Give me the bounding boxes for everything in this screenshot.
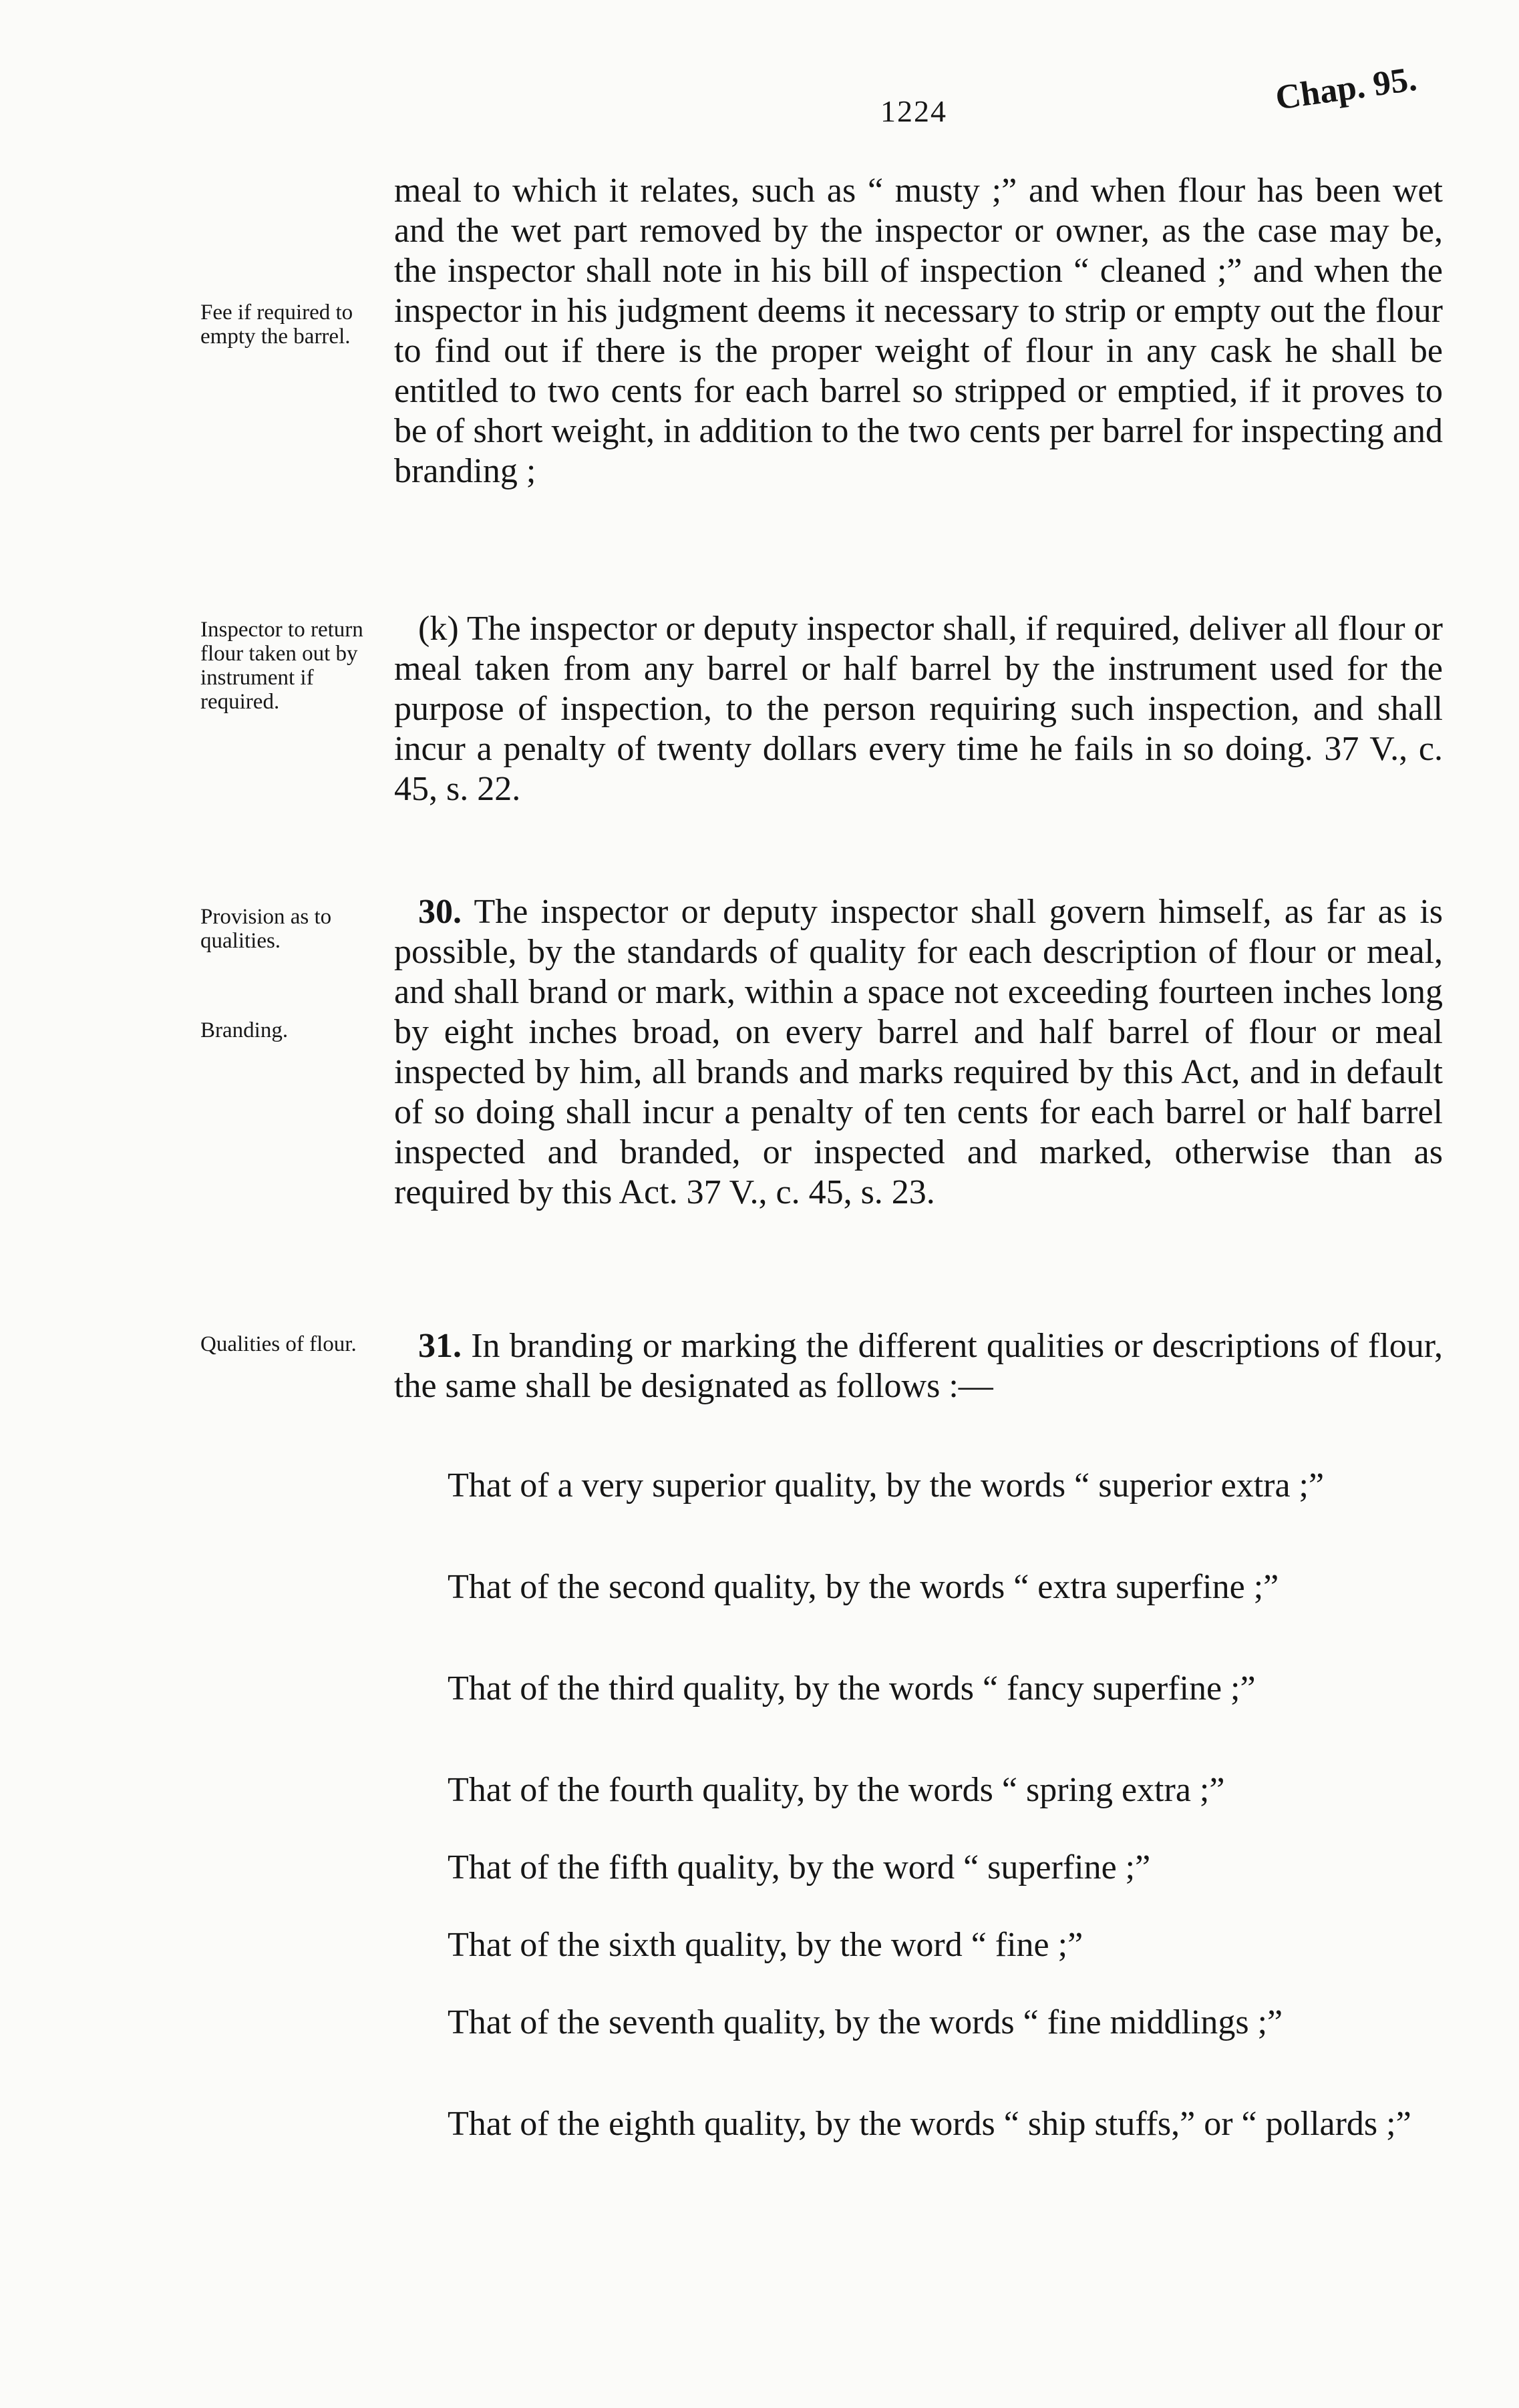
quality-item: That of the second quality, by the words “ extra superfine ;” [448,1568,1279,1606]
section-30 [394,892,1443,1213]
fee-paragraph-text: meal to which it relates, such as “ musty ;” and when flour has been wet and the wet part removed by the inspector or owner, as the case may be, the inspector shall note in his bill of inspection “ cleaned ;” and when the inspector in his judgment deems it necessary to strip or empty out the flour to find out if there is the proper weight of flour in any cask he shall be entitled to two cents for each barrel so stripped or emptied, if it proves to be of short weight, in addition to the two cents per barrel for inspecting and branding ; [394,172,1443,490]
quality-item: That of the third quality, by the words “ fancy superfine ;” [448,1669,1256,1708]
margin-note-qualities-provision: Provision as to qualities. [200,905,332,953]
section-30-number: 30. [418,893,462,931]
margin-note-return-flour: Inspector to return flour taken out by instrument if required. [200,618,363,714]
section-31-number: 31. [418,1327,462,1365]
quality-item: That of the seventh quality, by the words “ fine middlings ;” [448,2003,1283,2041]
quality-item: That of the fifth quality, by the word “ superfine ;” [448,1848,1151,1886]
clause-k-text: (k) The inspector or deputy inspector shall, if required, deliver all flour or meal taken from any barrel or half barrel by the instrument used for the purpose of inspection, to the person requiring such inspection, and shall incur a penalty of twenty dollars every time he fails in so doing. 37 V., c. 45, s. 22. [394,610,1443,808]
margin-note-branding: Branding. [200,1018,289,1042]
section-30-paragraph [394,892,1443,1213]
page-number: 1224 [880,94,947,128]
margin-note-fee: Fee if required to empty the barrel. [200,300,353,349]
fee-paragraph [394,171,1443,491]
section-31-text: In branding or marking the different qualities or descriptions of flour, the same shall be designated as follows :— [394,1327,1444,1405]
quality-item: That of a very superior quality, by the words “ superior extra ;” [448,1466,1325,1504]
section-30-text: The inspector or deputy inspector shall govern himself, as far as is possible, by the standards of quality for each description of flour or meal, and shall brand or mark, within a space not exceeding fourteen inches long by eight inches broad, on every barrel and half barrel of flour or meal inspected by him, all brands and marks required by this Act, and in default of so doing shall incur a penalty of ten cents for each barrel or half barrel inspected and branded, or inspected and marked, otherwise than as required by this Act. 37 V., c. 45, s. 23. [394,893,1444,1211]
section-31-paragraph [394,1326,1443,1406]
chapter-heading: Chap. 95. [1273,59,1419,118]
quality-item: That of the eighth quality, by the words “ ship stuffs,” or “ pollards ;” [448,2105,1411,2143]
clause-k [394,609,1443,809]
quality-item: That of the sixth quality, by the word “ fine ;” [448,1926,1083,1964]
qualities-list [394,1466,1443,2144]
quality-item: That of the fourth quality, by the words “ spring extra ;” [448,1771,1225,1809]
section-31 [394,1326,1443,1406]
margin-note-qualities-of-flour: Qualities of flour. [200,1332,357,1356]
